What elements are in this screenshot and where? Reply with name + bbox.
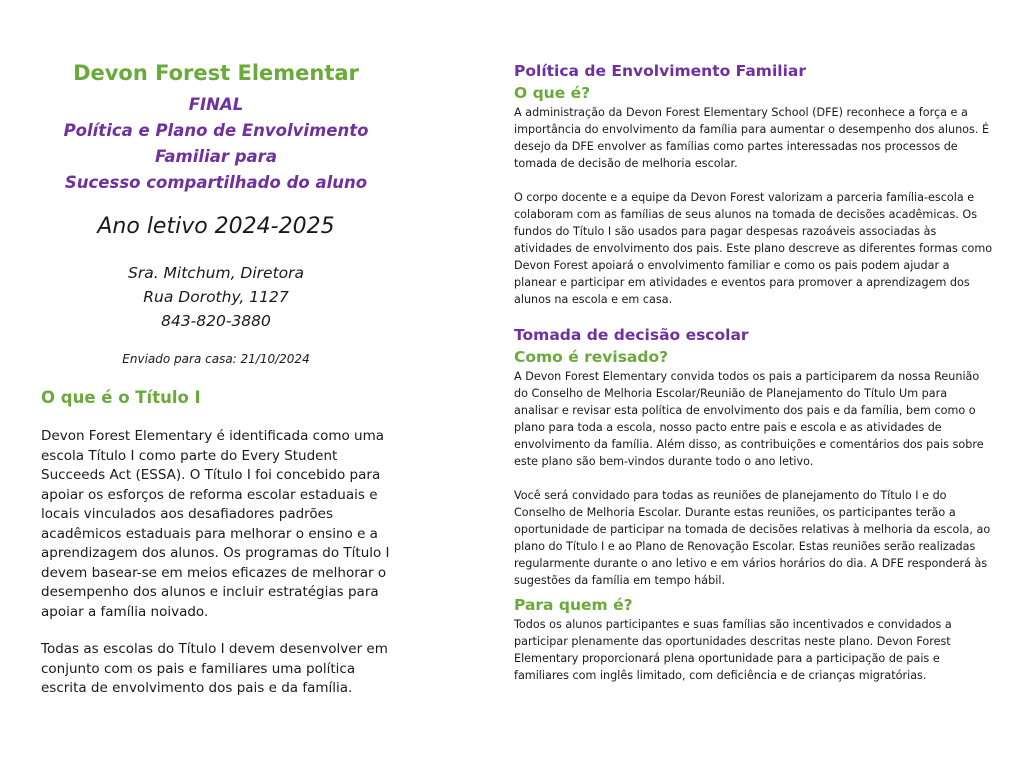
title-one-paragraph-1: Devon Forest Elementary é identificada como uma escola Título I como parte do Every Student Succeeds Act (ESSA). O Título I foi concebido para apoiar os esforços de reforma escolar estaduais e locais vinculados aos desafiadores padrões acadêmicos estaduais para melhorar o ensino e a aprendizagem dos alunos. Os programas do Título I devem basear-se em meios eficazes de melhorar o desempenho dos alunos e incluir estratégias para apoiar a família noivado. [41, 428, 390, 620]
policy-paragraph-1: A administração da Devon Forest Elementary School (DFE) reconhece a força e a importância do envolvimento da família para aumentar o desempenho dos alunos. É desejo da DFE envolver as famílias como partes interessadas nos processos de tomada de decisão de melhoria escolar. [514, 106, 990, 170]
school-name: Devon Forest Elementar [73, 61, 359, 85]
policy-title-line-1: Política e Plano de Envolvimento [63, 121, 369, 140]
policy-paragraph-2: O corpo docente e a equipe da Devon Forest valorizam a parceria família-escola e colaboram com as famílias de seus alunos na tomada de decisões acadêmicas. Os fundos do Título I são usados para pagar despesas razoáveis associadas às atividades de envolvimento dos pais. Este plano descreve as diferentes formas como Devon Forest apoiará o envolvimento familiar e como os pais podem ajudar a planear e participar em atividades e eventos para promover a aprendizagem dos alunos na escola e em casa. [514, 191, 993, 306]
left-column [41, 58, 391, 699]
decision-heading: Tomada de decisão escolar [514, 326, 749, 344]
sent-home-date: Enviado para casa: 21/10/2024 [122, 352, 310, 366]
policy-subheading: O que é? [514, 84, 591, 102]
decision-paragraph-1: A Devon Forest Elementary convida todos os pais a participarem da nossa Reunião do Conselho de Melhoria Escolar/Reunião de Planejamento do Título Um para analisar e revisar esta política de envolvimento dos pais e da família, bem como o plano para toda a escola, nosso pacto entre pais e escola e as atividades de envolvimento da família. Além disso, as contribuições e comentários dos pais sobre este plano são bem-vindos durante todo o ano letivo. [514, 370, 984, 468]
school-phone: 843-820-3880 [161, 312, 271, 330]
school-address: Rua Dorothy, 1127 [143, 288, 289, 306]
principal-name: Sra. Mitchum, Diretora [127, 264, 305, 282]
title-one-heading: O que é o Título I [41, 388, 201, 407]
decision-subheading: Como é revisado? [514, 348, 669, 366]
audience-heading: Para quem é? [514, 596, 633, 614]
title-one-paragraph-2: Todas as escolas do Título I devem desenvolver em conjunto com os pais e familiares uma política escrita de envolvimento dos pais e da família. [41, 641, 388, 696]
contact-block [41, 261, 391, 333]
school-year: Ano letivo 2024-2025 [97, 214, 335, 239]
right-column [514, 60, 994, 684]
policy-title-line-2: Familiar para [155, 147, 277, 166]
policy-heading: Política de Envolvimento Familiar [514, 62, 806, 80]
final-label: FINAL [188, 95, 244, 114]
audience-paragraph-1: Todos os alunos participantes e suas famílias são incentivados e convidados a participar plenamente das oportunidades descritas neste plano. Devon Forest Elementary proporcionará plena oportunidade para a participação de pais e familiares com inglês limitado, com deficiência e de crianças migratórias. [514, 618, 952, 682]
decision-paragraph-2: Você será convidado para todas as reuniões de planejamento do Título I e do Conselho de Melhoria Escolar. Durante estas reuniões, os participantes terão a oportunidade de participar na tomada de decisões relativas à melhoria da escola, ao plano do Título I e ao Plano de Renovação Escolar. Estas reuniões serão realizadas regularmente durante o ano letivo e em vários horários do dia. A DFE responderá às sugestões da família em tempo hábil. [514, 489, 991, 587]
policy-title-line-3: Sucesso compartilhado do aluno [64, 173, 368, 192]
document-subtitle [41, 92, 391, 196]
